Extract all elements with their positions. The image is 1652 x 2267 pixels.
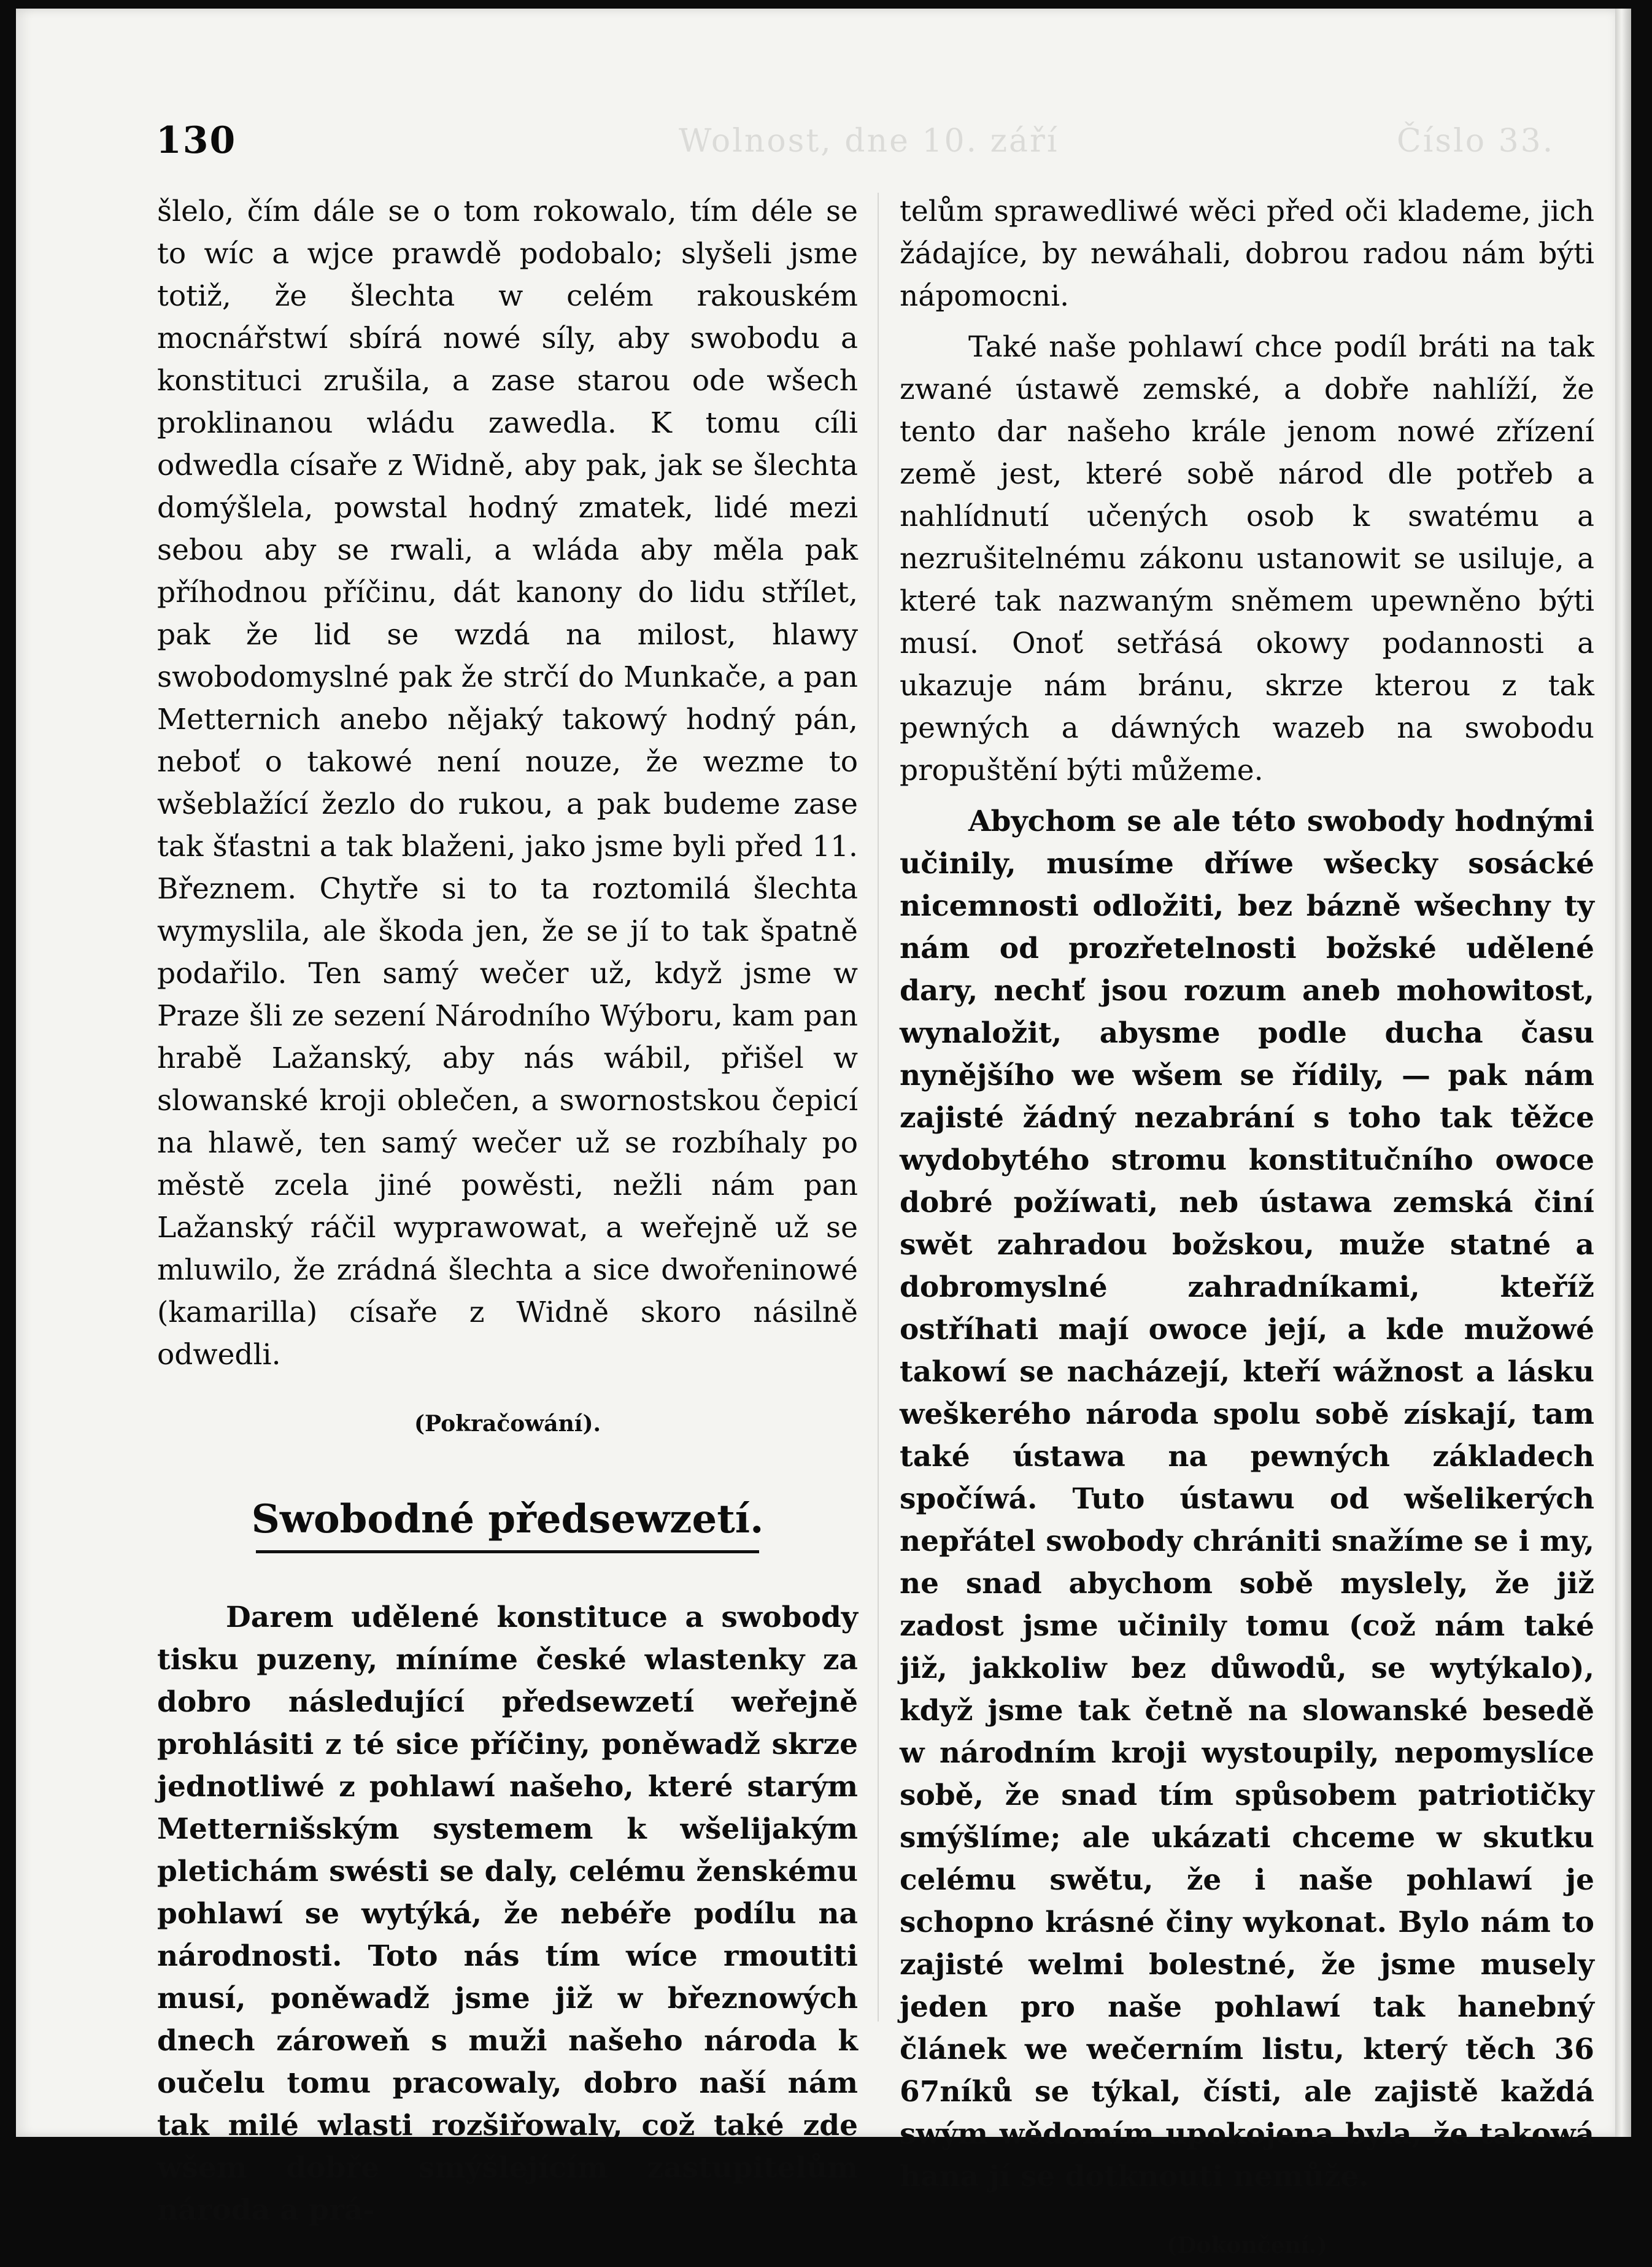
article-paragraph: Darem udělené konstituce a swobody tisku puzeny, míníme české wlastenky za dobro následující předsewzetí weřejně prohlásiti z té sice příčiny, poněwadž skrze jednotliwé z pohlawí našeho, které starým Metternišským systemem k wšelijakým pletichám swésti se daly, celému ženskému pohlawí se wytýká, že nebéře podílu na národnosti. Toto nás tím wíce rmoutiti musí, poněwadž jsme již w březnowých dnech zároweň s muži našeho národa k oučelu tomu pracowaly, dobro naší nám tak milé wlasti rozšiřowaly, což také zde wšem dobře smýšlejícím zastupitelům národa a prá- [157, 1601, 858, 2227]
article-paragraph: šlelo, čím dále se o tom rokowalo, tím déle se to wíc a wjce prawdě podobalo; slyšeli jsme totiž, že šlechta w celém rakouském mocnářstwí sbírá nowé síly, aby swobodu a konstituci zrušila, a zase starou ode wšech proklinanou wládu zawedla. K tomu cíli odwedla císaře z Widně, aby pak, jak se šlechta domýšlela, powstal hodný zmatek, lidé mezi sebou aby se rwali, a wláda aby měla pak příhodnou příčinu, dát kanony do lidu střílet, pak že lid se wzdá na milost, hlawy swobodomyslné pak že strčí do Munkače, a pan Metternich anebo nějaký takowý hodný pán, neboť o takowé není nouze, že wezme to wšeblažící žezlo do rukou, a pak budeme zase tak šťastni a tak blaženi, jako jsme byli před 11. Březnem. Chytře si to ta roztomilá šlechta wymyslila, ale škoda jen, že se jí to tak špatně podařilo. Ten samý wečer už, když jsme w Praze šli ze sezení Národního Wýboru, kam pan hrabě Lažanský, aby nás wábil, přišel w slowanské kroji oblečen, a swornostskou čepicí na hlawě, ten samý wečer už se rozbíhaly po městě zcela jiné powěsti, nežli nám pan Lažanský ráčil wyprawowat, a weřejně už se mluwilo, že zrádná šlechta a sice dwořeninowé (kamarilla) císaře z Widně skoro násilně odwedli. [157, 195, 858, 1372]
show-through-header-right: Číslo 33. [1397, 123, 1555, 160]
continuation-note: (Pokračowání). [414, 1411, 601, 1437]
conclusion-note: (Dokončení.) [1167, 2233, 1327, 2258]
page-number: 130 [156, 119, 237, 162]
title-underline [256, 1550, 759, 1553]
show-through-header-left: Wolnost, dne 10. září [679, 123, 1059, 160]
page-edge-shadow [1615, 9, 1631, 2137]
newspaper-page [16, 9, 1624, 2258]
article-paragraph: Abychom se ale této swobody hodnými učinily, musíme dříwe wšecky sosácké nicemnosti odložiti, bez bázně wšechny ty nám od prozřetelnosti božské udělené dary, nechť jsou rozum aneb mohowitost, wynaložit, abysme podle ducha času nynějšího we wšem se řídily, — pak nám zajisté žádný nezabrání s toho tak těžce wydobytého stromu konstitučního owoce dobré požíwati, neb ústawa zemská činí swět zahradou božskou, muže statné a dobromyslné zahradníkami, kteříž ostříhati mají owoce její, a kde mužowé takowí se nacházejí, kteří wážnost a lásku weškerého národa spolu sobě získají, tam také ústawa na pewných základech spočíwá. Tuto ústawu od wšelikerých nepřátel swobody chrániti snažíme se i my, ne snad abychom sobě myslely, že již zadost jsme učinily tomu (což nám také již, jakkoliw bez důwodů, se wytýkalo), když jsme tak četně na slowanské besedě w národním kroji wystoupily, nepomyslíce sobě, že snad tím spůsobem patriotičky smýšlíme; ale ukázati chceme w skutku celému swětu, že i naše pohlawí je schopno krásné činy wykonat. Bylo nám to zajisté welmi bolestné, že jsme musely jeden pro naše pohlawí tak hanebný článek we wečerním listu, který těch 36 67níků se týkal, čísti, ale zajistě každá swým wědomím upokojena byla, že takowá hana jí se dotknouti nemůže. [900, 805, 1594, 2193]
article-paragraph: telům sprawedliwé wěci před oči klademe, jich žádajíce, by newáhali, dobrou radou nám býti nápomocni. [900, 195, 1594, 313]
section-body [157, 1596, 858, 2231]
right-column [900, 190, 1594, 2267]
column-divider [878, 193, 879, 2022]
article-paragraph: Také naše pohlawí chce podíl bráti na tak zwané ústawě zemské, a dobře nahlíží, že tento dar našeho krále jenom nowé zřízení země jest, které sobě národ dle potřeb a nahlídnutí učených osob k swatému a nezrušitelnému zákonu ustanowit se usiluje, a které tak nazwaným sněmem upewněno býti musí. Onoť setřásá okowy podannosti a ukazuje nám bránu, skrze kterou z tak pewných a dáwných wazeb na swobodu propuštění býti můžeme. [900, 330, 1594, 787]
left-column [157, 190, 858, 2231]
section-title: Swobodné předsewzetí. [251, 1496, 764, 1542]
